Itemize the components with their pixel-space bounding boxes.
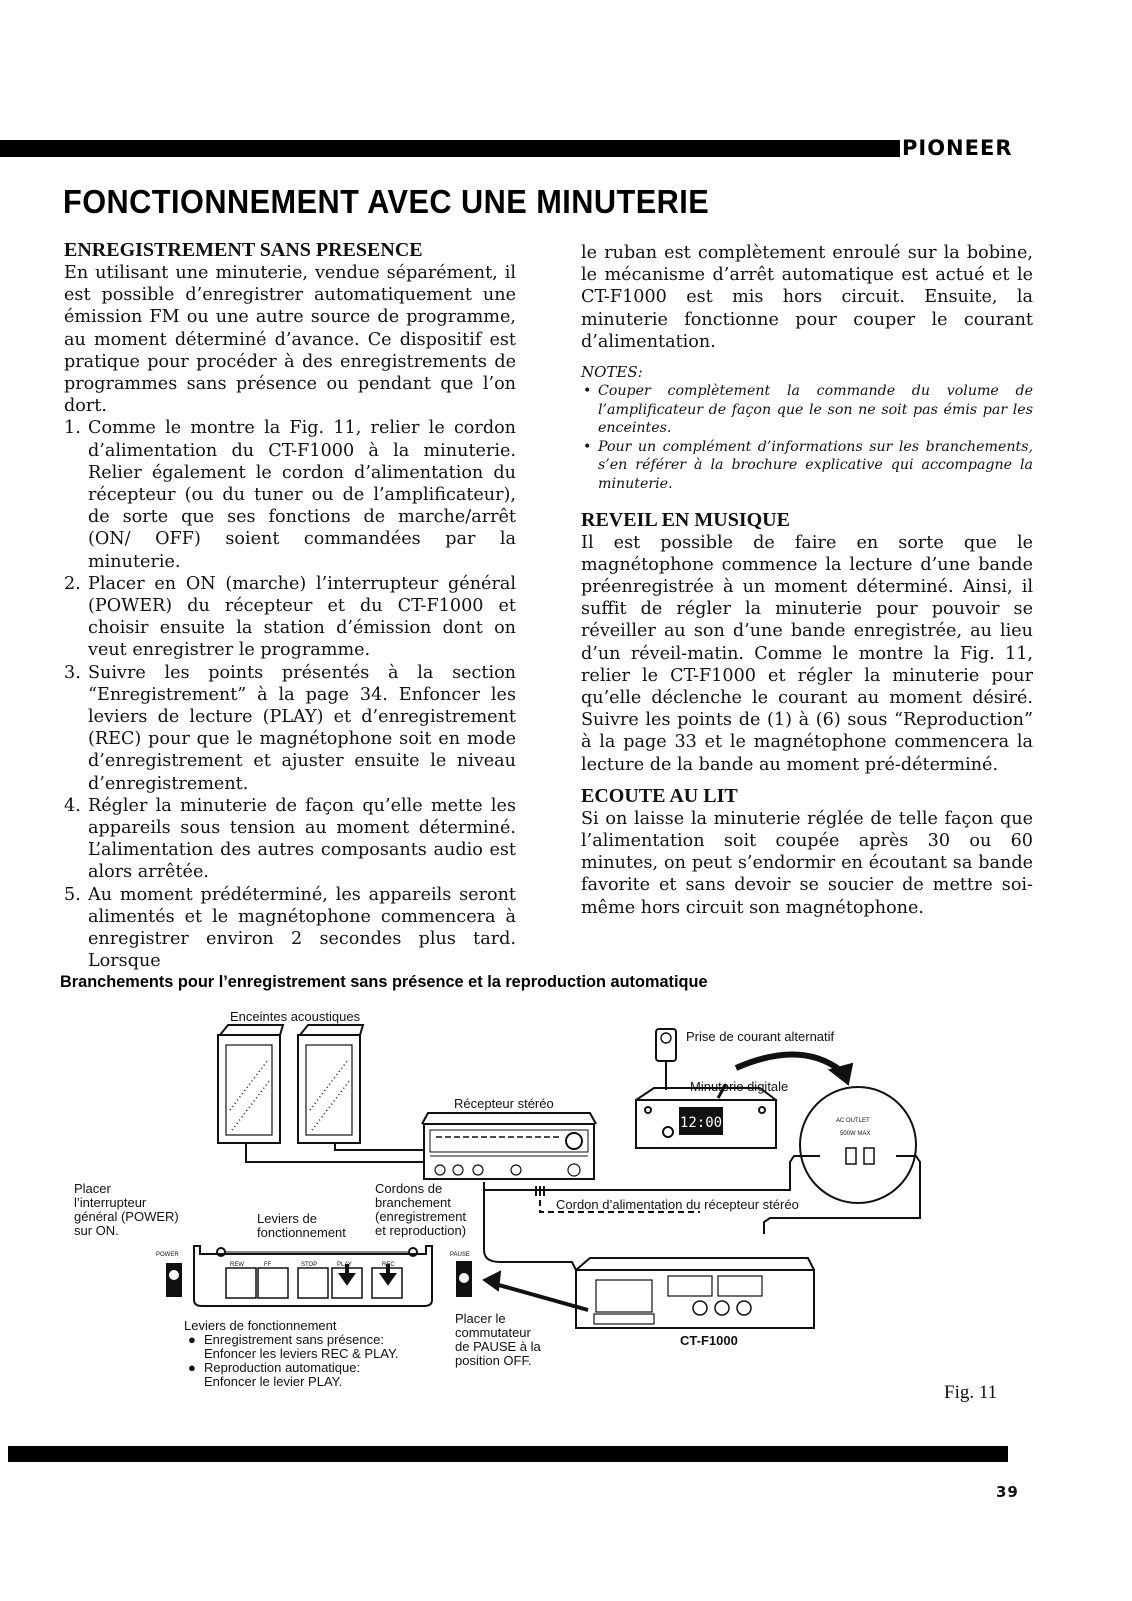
section-heading-enregistrement: ENREGISTREMENT SANS PRESENCE	[64, 239, 423, 261]
label-btn-rec: REC	[382, 1262, 395, 1268]
brand-logo: PIONEER	[902, 136, 1013, 160]
label-outlet-zoom-2: 500W MAX	[840, 1131, 871, 1137]
page-number: 39	[996, 1483, 1019, 1501]
levers-note-item: ● Reproduction automatique: Enfoncer le levier PLAY.	[188, 1360, 361, 1389]
label-pause-switch: PAUSE	[450, 1252, 470, 1258]
step-item: 5. Au moment prédéterminé, les appareils seront alimentés et le magnétophone commencera à enregistrer environ 2 secondes plus tard. Lorsque	[64, 884, 516, 972]
reveil-paragraph: Il est possible de faire en sorte que le magnétophone commence la lecture d’une bande préenregistrée à un moment déterminé. Ainsi, il suffit de régler la minuterie pour pouvoir se réveiller au son d’une bande enregistrée, au lieu d’un réveil-matin. Comme le montre la Fig. 11, relier le CT-F1000 et régler la minuterie pour qu’elle déclenche le courant au moment désiré. Suivre les points de (1) à (6) sous “Reproduction” à la page 33 et le magnétophone commencera la lecture de la bande au moment pré-déterminé.	[581, 532, 1033, 775]
levers-note: Leviers de fonctionnement ● Enregistrement sans présence: Enfoncer les leviers REC & PLAY. ● Reproduction automatique: Enfoncer le levier PLAY.	[184, 1318, 399, 1389]
label-pause-note: Placer le commutateur de PAUSE à la position OFF.	[455, 1311, 541, 1368]
speaker-right-icon	[298, 1025, 363, 1143]
label-btn-ff: FF	[264, 1262, 272, 1268]
power-switch-icon	[167, 1264, 181, 1296]
label-cords: Cordons de branchement (enregistrement et reproduction)	[375, 1181, 467, 1238]
levers-note-item: ● Enregistrement sans présence: Enfoncer les leviers REC & PLAY.	[188, 1332, 399, 1361]
step-item: 3. Suivre les points présentés à la section “Enregistrement” à la page 34. Enfoncer les leviers de lecture (PLAY) et d’enregistrement (REC) pour que le magnétophone soit en mode d’enregistrement et ajuster ensuite le niveau d’enregistrement.	[64, 662, 516, 794]
step-item: 4. Régler la minuterie de façon qu’elle mette les appareils sous tension au moment déterminé. L’alimentation des autres composants audio est alors arrêtée.	[64, 795, 516, 883]
note-item: • Pour un complément d’informations sur les branchements, s’en référer à la brochure explicative qui accompagne la minuterie.	[583, 438, 1033, 492]
label-btn-play: PLAY	[337, 1262, 352, 1268]
label-timer: Minuterie digitale	[690, 1079, 789, 1094]
label-deck-model: CT-F1000	[680, 1333, 738, 1348]
label-ac-outlet: Prise de courant alternatif	[686, 1029, 835, 1044]
page-title: FONCTIONNEMENT AVEC UNE MINUTERIE	[63, 183, 710, 220]
notes-title: NOTES:	[581, 363, 643, 382]
receiver-icon	[422, 1113, 596, 1179]
label-levers: Leviers de fonctionnement	[257, 1211, 346, 1240]
label-btn-stop: STOP	[301, 1262, 318, 1268]
figure-caption: Branchements pour l’enregistrement sans présence et la reproduction automatique	[60, 972, 708, 991]
timer-display: 12:00	[679, 1115, 723, 1131]
note-item: • Couper complètement la commande du volume de l’amplificateur de façon que le son ne soit pas émis par les enceintes.	[583, 383, 1033, 437]
label-outlet-zoom-1: AC OUTLET	[836, 1118, 870, 1124]
label-receiver-cord: Cordon d’alimentation du récepteur stéréo	[556, 1197, 799, 1212]
section-heading-ecoute: ECOUTE AU LIT	[581, 784, 738, 807]
label-speakers: Enceintes acoustiques	[230, 1009, 361, 1024]
speaker-left-icon	[218, 1025, 283, 1143]
label-receiver: Récepteur stéréo	[454, 1096, 554, 1111]
figure-label: Fig. 11	[944, 1382, 998, 1403]
ac-outlet-icon	[656, 1029, 676, 1090]
footer-rule	[8, 1446, 1008, 1462]
continuation-paragraph: le ruban est complètement enroulé sur la bobine, le mécanisme d’arrêt automatique est actué et le CT-F1000 est mis hors circuit. Ensuite, la minuterie fonctionne pour couper le courant d’alimentation.	[581, 243, 1033, 352]
step-item: 2. Placer en ON (marche) l’interrupteur général (POWER) du récepteur et du CT-F1000 et choisir ensuite la station d’émission dont on veut enregistrer le programme.	[64, 573, 516, 661]
bullet-icon: •	[583, 438, 592, 455]
pause-switch-icon	[457, 1262, 471, 1296]
step-item: 1. Comme le montre la Fig. 11, relier le cordon d’alimentation du CT-F1000 à la minuterie. Relier également le cordon d’alimentation du récepteur (ou du tuner ou de l’amplificateur), de sorte que ses fonctions de marche/arrêt (ON/ OFF) soient commandées par la minuterie.	[64, 418, 516, 572]
label-power-note: Placer l’interrupteur général (POWER) sur ON.	[74, 1181, 179, 1238]
bullet-icon: •	[583, 383, 592, 400]
label-power-switch: POWER	[156, 1252, 179, 1258]
ecoute-paragraph: Si on laisse la minuterie réglée de telle façon que l’alimentation soit coupée après 30 ou 60 minutes, on peut s’endormir en écoutant sa bande favorite et sans devoir se soucier de mettre soi-même hors circuit son magnétophone.	[581, 808, 1033, 918]
intro-paragraph: En utilisant une minuterie, vendue séparément, il est possible d’enregistrer automatiquement une émission FM ou une autre source de programme, au moment déterminé d’avance. Ce dispositif est pratique pour procéder à des enregistrements de programmes sans présence ou pendant que l’on dort.	[64, 263, 516, 417]
bullet-icon: ●	[188, 1360, 196, 1375]
bullet-icon: ●	[188, 1332, 196, 1347]
cassette-deck-icon	[576, 1258, 814, 1328]
section-heading-reveil: REVEIL EN MUSIQUE	[581, 508, 790, 531]
label-btn-rew: REW	[230, 1262, 244, 1268]
operating-levers-panel	[194, 1246, 432, 1306]
outlet-zoom-circle	[800, 1087, 916, 1203]
